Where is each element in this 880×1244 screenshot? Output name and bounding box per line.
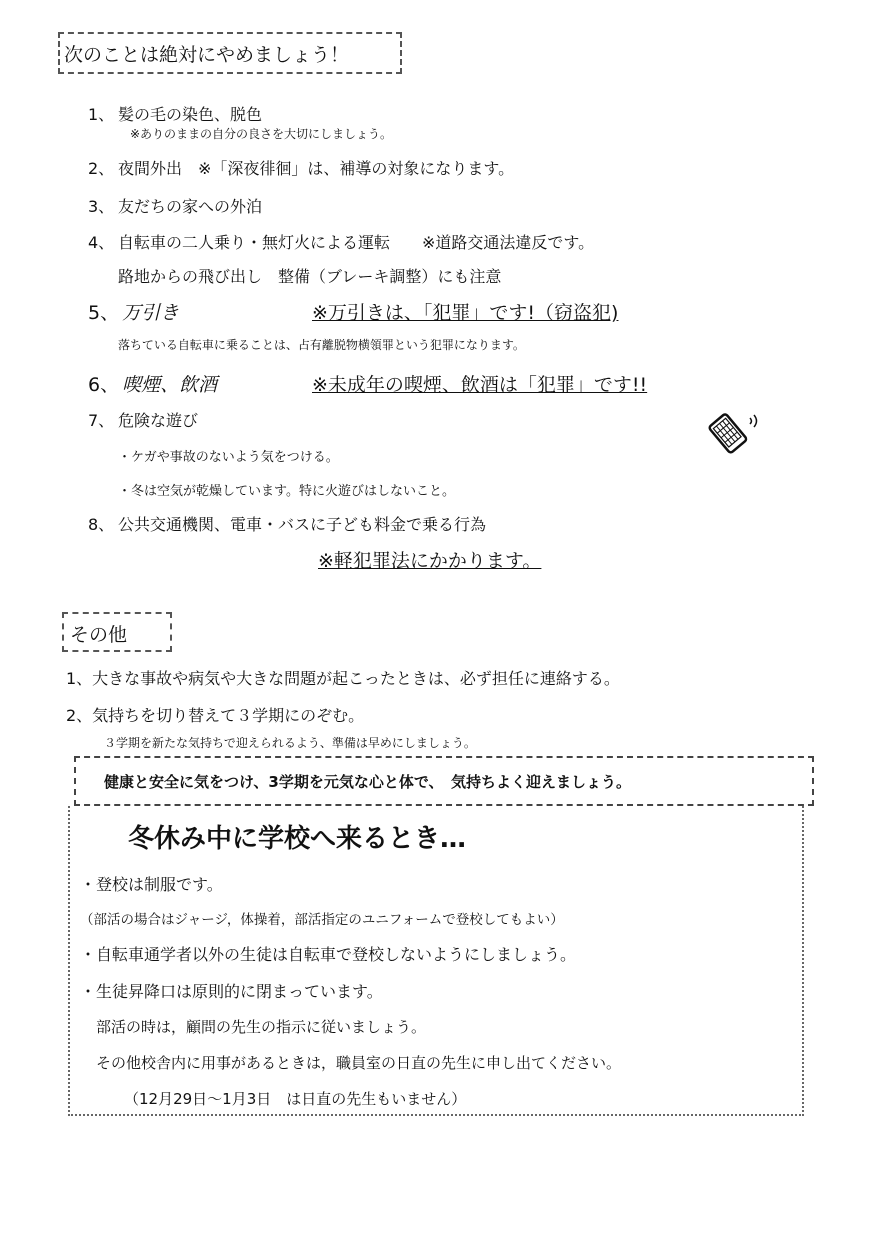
visit-line3: ・自転車通学者以外の生徒は自転車で登校しないようにしましょう。 [80, 945, 577, 964]
item4-text: 自転車の二人乗り・無灯火による運転 ※道路交通法違反です。 [118, 233, 595, 252]
visit-line1: ・登校は制服です。 [80, 875, 223, 894]
item7-bullet1: ・ケガや事故のないよう気をつける。 [118, 450, 339, 465]
section2-item2: 2、気持ちを切り替えて３学期にのぞむ。 [66, 706, 365, 725]
item3-num: 3、 [88, 197, 115, 216]
visit-title: 冬休み中に学校へ来るとき… [128, 824, 467, 854]
section2-title: その他 [70, 624, 128, 646]
item8-emph: ※軽犯罪法にかかります。 [318, 550, 542, 572]
section1-title: 次のことは絶対にやめましょう！ [64, 44, 350, 66]
item8-num: 8、 [88, 515, 115, 534]
visit-line2: （部活の場合はジャージ，体操着，部活指定のユニフォームで登校してもよい） [80, 912, 564, 928]
smartphone-icon [704, 408, 764, 454]
item1-text: 髪の毛の染色、脱色 [118, 105, 263, 124]
item3-text: 友だちの家への外泊 [118, 197, 263, 216]
item6-emph: ※未成年の喫煙、飲酒は「犯罪」です!! [312, 374, 648, 396]
section2-item1: 1、大きな事故や病気や大きな問題が起こったときは、必ず担任に連絡する。 [66, 669, 620, 688]
item5-num: 5、 [88, 302, 120, 324]
visit-line5: 部活の時は，顧問の先生の指示に従いましょう。 [96, 1018, 427, 1036]
item7-text: 危険な遊び [118, 411, 199, 430]
item1-note: ※ありのままの自分の良さを大切にしましょう。 [130, 127, 393, 141]
section2-note: ３学期を新たな気持ちで迎えられるよう、準備は早めにしましょう。 [104, 736, 476, 750]
item1-num: 1、 [88, 105, 115, 124]
item2-num: 2、 [88, 159, 115, 178]
item7-bullet2: ・冬は空気が乾燥しています。特に火遊びはしないこと。 [118, 484, 455, 499]
visit-line7: （12月29日～1月3日 は日直の先生もいません） [124, 1090, 467, 1108]
item7-num: 7、 [88, 411, 115, 430]
visit-line6: その他校舎内に用事があるときは，職員室の日直の先生に申し出てください。 [96, 1054, 622, 1072]
item5-text: 万引き [122, 302, 180, 324]
item8-text: 公共交通機関、電車・バスに子ども料金で乗る行為 [118, 515, 487, 534]
item6-text: 喫煙、飲酒 [122, 374, 218, 396]
item4-num: 4、 [88, 233, 115, 252]
item4-line2: 路地からの飛び出し 整備（ブレーキ調整）にも注意 [118, 267, 502, 286]
item5-note: 落ちている自転車に乗ることは、占有離脱物横領罪という犯罪になります。 [118, 338, 525, 352]
banner-text: 健康と安全に気をつけ、3学期を元気な心と体で、 気持ちよく迎えましょう。 [104, 773, 632, 791]
visit-line4: ・生徒昇降口は原則的に閉まっています。 [80, 982, 383, 1001]
item2-text: 夜間外出 ※「深夜徘徊」は、補導の対象になります。 [118, 159, 515, 178]
item6-num: 6、 [88, 374, 120, 396]
item5-emph: ※万引きは、「犯罪」です!（窃盗犯) [312, 302, 619, 324]
